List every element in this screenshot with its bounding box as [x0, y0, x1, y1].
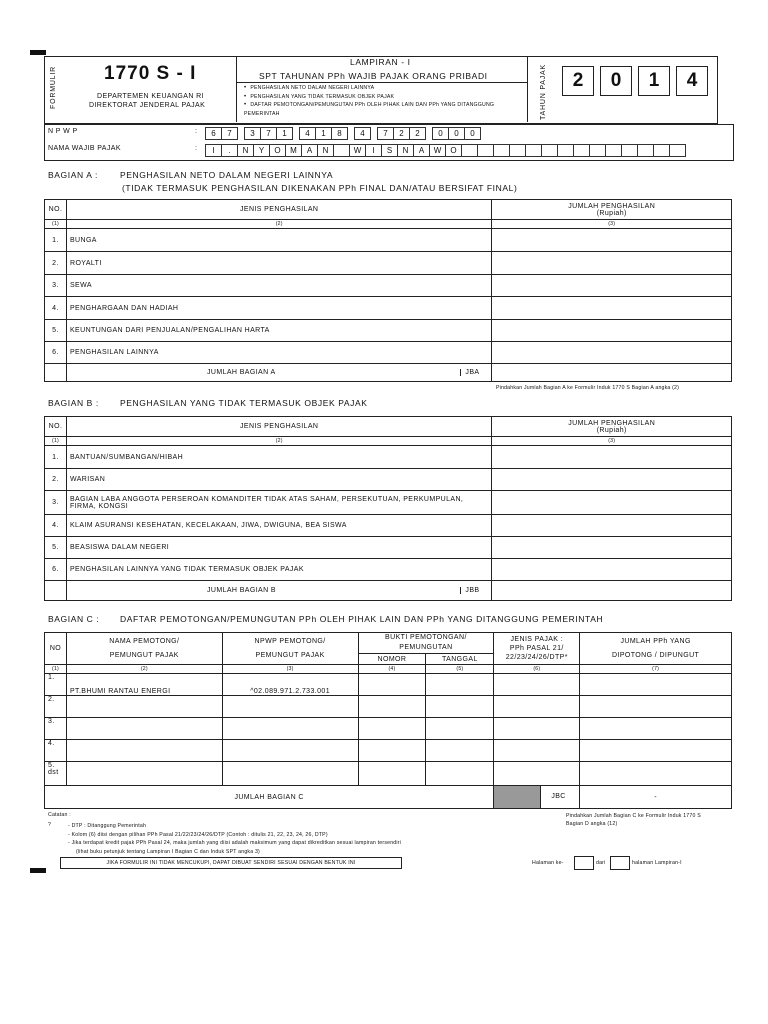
row-nomor[interactable]: [358, 740, 426, 762]
name-cell[interactable]: W: [429, 144, 446, 157]
row-nama-pemotong[interactable]: [66, 762, 222, 786]
name-cell[interactable]: .: [221, 144, 238, 157]
row-npwp-pemotong[interactable]: [222, 762, 358, 786]
idx-4: (4): [358, 665, 426, 674]
row-label: ROYALTI: [66, 252, 491, 275]
idx-7: (7): [580, 665, 732, 674]
halaman-lampiran-label: halaman Lampiran-I: [632, 860, 682, 866]
row-no: 5. dst: [45, 762, 67, 786]
tahun-pajak-label: TAHUN PAJAK: [540, 64, 547, 120]
table-row: [45, 762, 732, 786]
halaman-ke-input[interactable]: [574, 856, 594, 870]
name-cell[interactable]: [669, 144, 686, 157]
npwp-cell: 6: [205, 127, 222, 140]
row-amount[interactable]: [492, 275, 732, 297]
bagian-b-title: PENGHASILAN YANG TIDAK TERMASUK OBJEK PAJAK: [120, 398, 368, 408]
idx-1: (1): [45, 665, 67, 674]
row-amount[interactable]: [492, 297, 732, 320]
row-no: 3.: [45, 275, 67, 297]
row-nomor[interactable]: [358, 674, 426, 696]
idx-2: (2): [66, 665, 222, 674]
year-digit-4: 4: [676, 66, 708, 96]
row-label: BEASISWA DALAM NEGERI: [66, 537, 491, 559]
col-npwp: NPWP PEMOTONG/ PEMUNGUT PAJAK: [222, 633, 358, 665]
col-bukti: BUKTI PEMOTONGAN/ PEMUNGUTAN: [358, 633, 494, 654]
row-label: PENGHARGAAN DAN HADIAH: [66, 297, 491, 320]
row-label: SEWA: [66, 275, 491, 297]
name-cell[interactable]: S: [381, 144, 398, 157]
halaman-ke-label: Halaman ke-: [532, 860, 564, 866]
jbb-value[interactable]: [492, 581, 732, 601]
row-no: 1.: [45, 446, 67, 469]
note-4: (lihat buku petunjuk tentang Lampiran I Bagian C dan Induk SPT angka 3): [76, 848, 260, 855]
row-amount[interactable]: [492, 342, 732, 364]
bagian-a-title: PENGHASILAN NETO DALAM NEGERI LAINNYA: [120, 170, 334, 180]
bullet-c: • DAFTAR PEMOTONGAN/PEMUNGUTAN PPh OLEH PIHAK LAIN DAN PPh YANG DITANGGUNG PEMERINTAH: [244, 101, 514, 118]
name-cell[interactable]: [573, 144, 590, 157]
row-nama-pemotong[interactable]: [66, 718, 222, 740]
table-row: [45, 537, 732, 559]
row-amount[interactable]: [492, 469, 732, 491]
table-row: [45, 674, 732, 696]
npwp-cell: 2: [393, 127, 410, 140]
table-row: [45, 342, 732, 364]
row-no: 1.: [45, 229, 67, 252]
bagian-a-table: [44, 199, 732, 382]
row-tanggal[interactable]: [426, 740, 494, 762]
row-jenis-pajak[interactable]: [494, 762, 580, 786]
formulir-label: FORMULIR: [50, 66, 57, 109]
name-cell[interactable]: O: [445, 144, 462, 157]
name-cell[interactable]: [589, 144, 606, 157]
row-jumlah-pph[interactable]: [580, 674, 732, 696]
row-jumlah-pph[interactable]: [580, 762, 732, 786]
bagian-c-note: Pindahkan Jumlah Bagian C ke Formulir Induk 1770 S Bagian D angka (12): [566, 813, 701, 827]
row-nomor[interactable]: [358, 696, 426, 718]
npwp-cell: 0: [448, 127, 465, 140]
npwp-cell: 0: [464, 127, 481, 140]
row-npwp-pemotong[interactable]: [222, 718, 358, 740]
row-jumlah-pph[interactable]: [580, 696, 732, 718]
note-2: - Kolom (6) diisi dengan pilihan PPh Pasal 21/22/23/24/26/DTP (Contoh : ditulis 21, 22, 23, 24, 26, DTP): [68, 831, 328, 838]
col-jenis: JENIS PENGHASILAN: [66, 200, 491, 220]
npwp-cells: [205, 127, 480, 145]
col-jumlah: JUMLAH PENGHASILAN (Rupiah): [492, 417, 732, 437]
table-row: [45, 320, 732, 342]
npwp-cell: 8: [331, 127, 348, 140]
name-cell[interactable]: Y: [253, 144, 270, 157]
table-row: [45, 229, 732, 252]
registration-mark-top: [30, 50, 46, 55]
row-no: 6.: [45, 559, 67, 581]
idx-1: (1): [45, 220, 67, 229]
bullet-a: • PENGHASILAN NETO DALAM NEGERI LAINNYA: [244, 84, 514, 93]
header-bullets: [244, 84, 514, 118]
name-cell[interactable]: O: [269, 144, 286, 157]
nama-colon: :: [195, 145, 198, 152]
row-amount[interactable]: [492, 252, 732, 275]
row-jenis-pajak[interactable]: [494, 740, 580, 762]
row-amount[interactable]: [492, 446, 732, 469]
row-npwp-pemotong[interactable]: [222, 696, 358, 718]
name-cell[interactable]: [541, 144, 558, 157]
name-cell[interactable]: A: [413, 144, 430, 157]
footer-notes: [68, 822, 401, 856]
year-digit-2: 0: [600, 66, 632, 96]
row-no: 2.: [45, 469, 67, 491]
row-no: 6.: [45, 342, 67, 364]
col-jumlah-pph: JUMLAH PPh YANG DIPOTONG / DIPUNGUT: [580, 633, 732, 665]
bagian-a-label: BAGIAN A :: [48, 170, 98, 180]
idx-1: (1): [45, 437, 67, 446]
name-cell[interactable]: [557, 144, 574, 157]
table-row: [45, 297, 732, 320]
npwp-cell: 7: [221, 127, 238, 140]
row-jumlah-pph[interactable]: [580, 718, 732, 740]
name-cells: [205, 144, 685, 162]
note-1: - DTP : Ditanggung Pemerintah: [68, 823, 147, 829]
row-no: 1.: [45, 674, 67, 696]
table-row: [45, 446, 732, 469]
dept-name: DEPARTEMEN KEUANGAN RI: [97, 93, 204, 100]
row-no: 3.: [45, 718, 67, 740]
npwp-label: N P W P: [48, 128, 78, 135]
row-tanggal[interactable]: [426, 696, 494, 718]
note-3: - Jika terdapat kredit pajak PPh Pasal 24, maka jumlah yang diisi adalah maksimum yang dapat dikreditkan sesuai lampiran tersendiri: [68, 840, 401, 846]
row-tanggal[interactable]: [426, 674, 494, 696]
name-cell[interactable]: [461, 144, 478, 157]
jba-code: JBA: [460, 369, 491, 376]
table-row: [45, 696, 732, 718]
row-npwp-pemotong[interactable]: ^02.089.971.2.733.001: [222, 674, 358, 696]
row-nama-pemotong[interactable]: [66, 696, 222, 718]
name-cell[interactable]: W: [349, 144, 366, 157]
year-digit-3: 1: [638, 66, 670, 96]
row-npwp-pemotong[interactable]: [222, 740, 358, 762]
npwp-cell: 3: [244, 127, 261, 140]
col-no: NO.: [45, 417, 67, 437]
row-tanggal[interactable]: [426, 718, 494, 740]
row-jenis-pajak[interactable]: [494, 718, 580, 740]
row-nama-pemotong[interactable]: [66, 740, 222, 762]
row-jenis-pajak[interactable]: [494, 674, 580, 696]
npwp-cell: 0: [432, 127, 449, 140]
row-label: BANTUAN/SUMBANGAN/HIBAH: [66, 446, 491, 469]
col-jenis-pajak: JENIS PAJAK : PPh PASAL 21/ 22/23/24/26/DTP*: [494, 633, 580, 665]
row-nomor[interactable]: [358, 762, 426, 786]
idx-5: (5): [426, 665, 494, 674]
row-amount[interactable]: [492, 515, 732, 537]
name-cell[interactable]: [525, 144, 542, 157]
col-jenis: JENIS PENGHASILAN: [66, 417, 491, 437]
name-cell[interactable]: [653, 144, 670, 157]
name-cell[interactable]: [477, 144, 494, 157]
halaman-total-input[interactable]: [610, 856, 630, 870]
npwp-cell: 1: [276, 127, 293, 140]
table-row: [45, 718, 732, 740]
row-label: WARISAN: [66, 469, 491, 491]
name-cell[interactable]: M: [285, 144, 302, 157]
row-no: 5.: [45, 537, 67, 559]
row-no: 3.: [45, 491, 67, 515]
npwp-cell: 4: [299, 127, 316, 140]
name-cell[interactable]: N: [317, 144, 334, 157]
row-nomor[interactable]: [358, 718, 426, 740]
bagian-c-table: [44, 632, 732, 809]
directorate-name: DIREKTORAT JENDERAL PAJAK: [89, 102, 206, 109]
name-cell[interactable]: [637, 144, 654, 157]
table-row: [45, 491, 732, 515]
name-cell[interactable]: A: [301, 144, 318, 157]
year-digit-1: 2: [562, 66, 594, 96]
bagian-a-subtitle: (TIDAK TERMASUK PENGHASILAN DIKENAKAN PPh FINAL DAN/ATAU BERSIFAT FINAL): [122, 183, 518, 193]
jumlah-bagian-c: JUMLAH BAGIAN C: [45, 786, 494, 809]
row-amount[interactable]: [492, 491, 732, 515]
name-cell[interactable]: [621, 144, 638, 157]
table-row: [45, 559, 732, 581]
registration-mark-bottom: [30, 868, 46, 873]
jbc-code: JBC: [551, 793, 566, 800]
footer-question: ?: [48, 822, 52, 828]
name-cell[interactable]: N: [237, 144, 254, 157]
name-cell[interactable]: I: [205, 144, 222, 157]
npwp-colon: :: [195, 128, 198, 135]
idx-2: (2): [66, 220, 491, 229]
table-row: [45, 252, 732, 275]
name-cell[interactable]: N: [397, 144, 414, 157]
bullet-b: • PENGHASILAN YANG TIDAK TERMASUK OBJEK PAJAK: [244, 93, 514, 102]
row-tanggal[interactable]: [426, 762, 494, 786]
npwp-cell: 7: [377, 127, 394, 140]
footer-notice-box: JIKA FORMULIR INI TIDAK MENCUKUPI, DAPAT DIBUAT SENDIRI SESUAI DENGAN BENTUK INI: [60, 857, 402, 869]
name-cell[interactable]: [493, 144, 510, 157]
jumlah-bagian-b: JUMLAH BAGIAN B JBB: [66, 581, 491, 601]
table-row: [45, 515, 732, 537]
table-row: [45, 740, 732, 762]
row-amount[interactable]: [492, 229, 732, 252]
col-tanggal: TANGGAL: [426, 654, 494, 665]
row-label: BUNGA: [66, 229, 491, 252]
idx-2: (2): [66, 437, 491, 446]
name-cell[interactable]: [605, 144, 622, 157]
row-no: 4.: [45, 297, 67, 320]
col-no: NO: [45, 633, 67, 665]
table-row: [45, 275, 732, 297]
jbc-value[interactable]: -: [580, 786, 732, 809]
col-nomor: NOMOR: [358, 654, 426, 665]
bagian-c-title: DAFTAR PEMOTONGAN/PEMUNGUTAN PPh OLEH PIHAK LAIN DAN PPh YANG DITANGGUNG PEMERINTAH: [120, 614, 604, 624]
npwp-cell: 7: [260, 127, 277, 140]
form-code: 1770 S - I: [104, 63, 197, 84]
nama-label: NAMA WAJIB PAJAK: [48, 145, 121, 152]
bagian-a-note: Pindahkan Jumlah Bagian A ke Formulir Induk 1770 S Bagian A angka (2): [496, 385, 680, 391]
row-no: 2.: [45, 696, 67, 718]
dari-label: dari: [596, 860, 606, 866]
row-jumlah-pph[interactable]: [580, 740, 732, 762]
row-jenis-pajak[interactable]: [494, 696, 580, 718]
row-no: 4.: [45, 515, 67, 537]
row-no: 4.: [45, 740, 67, 762]
row-no: 5.: [45, 320, 67, 342]
catatan-label: Catatan :: [48, 812, 71, 818]
npwp-cell: 2: [409, 127, 426, 140]
bagian-c-label: BAGIAN C :: [48, 614, 100, 624]
idx-3: (3): [492, 437, 732, 446]
jbc-cell: [494, 786, 580, 809]
year-box: [562, 66, 714, 96]
spt-title: SPT TAHUNAN PPh WAJIB PAJAK ORANG PRIBADI: [259, 71, 488, 81]
row-amount[interactable]: [492, 559, 732, 581]
row-label: PENGHASILAN LAINNYA YANG TIDAK TERMASUK OBJEK PAJAK: [66, 559, 491, 581]
bagian-b-label: BAGIAN B :: [48, 398, 99, 408]
jumlah-bagian-a: JUMLAH BAGIAN A JBA: [66, 364, 491, 382]
col-nama: NAMA PEMOTONG/ PEMUNGUT PAJAK: [66, 633, 222, 665]
row-label: KLAIM ASURANSI KESEHATAN, KECELAKAAN, JIWA, DWIGUNA, BEA SISWA: [66, 515, 491, 537]
name-cell[interactable]: [509, 144, 526, 157]
row-nama-pemotong[interactable]: PT.BHUMI RANTAU ENERGI: [66, 674, 222, 696]
idx-3: (3): [222, 665, 358, 674]
row-no: 2.: [45, 252, 67, 275]
row-label: KEUNTUNGAN DARI PENJUALAN/PENGALIHAN HARTA: [66, 320, 491, 342]
row-amount[interactable]: [492, 537, 732, 559]
lampiran-title: LAMPIRAN - I: [350, 57, 411, 67]
name-cell[interactable]: I: [365, 144, 382, 157]
name-cell[interactable]: [333, 144, 350, 157]
row-label: BAGIAN LABA ANGGOTA PERSEROAN KOMANDITER TIDAK ATAS SAHAM, PERSEKUTUAN, PERKUMPULAN, FIRMA, KONGSI: [66, 491, 491, 515]
npwp-cell: 1: [315, 127, 332, 140]
col-no: NO.: [45, 200, 67, 220]
row-amount[interactable]: [492, 320, 732, 342]
col-jumlah: JUMLAH PENGHASILAN (Rupiah): [492, 200, 732, 220]
bagian-b-table: [44, 416, 732, 601]
jbb-code: JBB: [460, 587, 491, 594]
jba-value[interactable]: [492, 364, 732, 382]
row-label: PENGHASILAN LAINNYA: [66, 342, 491, 364]
npwp-cell: 4: [354, 127, 371, 140]
idx-6: (6): [494, 665, 580, 674]
table-row: [45, 469, 732, 491]
idx-3: (3): [492, 220, 732, 229]
